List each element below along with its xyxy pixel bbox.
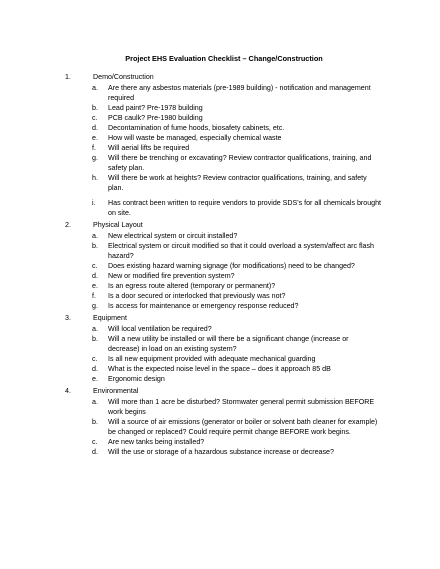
section-heading	[54, 220, 382, 230]
item-text: Are there any asbestos materials (pre-1989 building) - notification and management required	[108, 84, 371, 102]
list-item	[54, 437, 382, 447]
list-item	[54, 103, 382, 113]
checklist-section	[54, 386, 382, 457]
item-letter: e.	[92, 282, 98, 290]
section-number: 1.	[65, 73, 71, 81]
item-letter: d.	[92, 124, 98, 132]
list-item	[54, 153, 382, 173]
checklist-section	[54, 220, 382, 311]
item-letter: b.	[92, 418, 98, 426]
list-item	[54, 133, 382, 143]
item-letter: a.	[92, 398, 98, 406]
list-item	[54, 271, 382, 281]
section-items	[54, 231, 382, 311]
section-heading	[54, 386, 382, 396]
item-text: Will aerial lifts be required	[108, 144, 190, 152]
list-item	[54, 354, 382, 364]
item-text: Is access for maintenance or emergency response reduced?	[108, 302, 299, 310]
list-item	[54, 374, 382, 384]
list-item	[54, 198, 382, 218]
item-text: Decontamination of fume hoods, biosafety cabinets, etc.	[108, 124, 285, 132]
item-text: Will local ventilation be required?	[108, 325, 212, 333]
item-letter: b.	[92, 104, 98, 112]
item-letter: i.	[92, 199, 96, 207]
item-letter: g.	[92, 154, 98, 162]
section-heading	[54, 72, 382, 82]
item-letter: c.	[92, 438, 98, 446]
item-letter: f.	[92, 292, 96, 300]
item-text: New electrical system or circuit installed?	[108, 232, 238, 240]
item-letter: c.	[92, 114, 98, 122]
item-letter: d.	[92, 365, 98, 373]
list-item	[54, 83, 382, 103]
item-text: Does existing hazard warning signage (for modifications) need to be changed?	[108, 262, 355, 270]
section-number: 4.	[65, 387, 71, 395]
item-letter: e.	[92, 375, 98, 383]
item-text: Will there be trenching or excavating? Review contractor qualifications, training, and safety plan.	[108, 154, 372, 172]
list-item	[54, 291, 382, 301]
section-items	[54, 324, 382, 384]
item-letter: a.	[92, 84, 98, 92]
section-number: 3.	[65, 314, 71, 322]
section-items	[54, 83, 382, 218]
list-item	[54, 241, 382, 261]
section-title: Physical Layout	[93, 221, 143, 229]
section-number: 2.	[65, 221, 71, 229]
item-text: Has contract been written to require vendors to provide SDS's for all chemicals brought on site.	[108, 199, 382, 217]
item-text: Lead paint? Pre-1978 building	[108, 104, 203, 112]
checklist	[54, 72, 382, 457]
item-text: Ergonomic design	[108, 375, 165, 383]
item-text: New or modified fire prevention system?	[108, 272, 235, 280]
item-text: Will more than 1 acre be disturbed? Stormwater general permit submission BEFORE work begins	[108, 398, 375, 416]
item-letter: a.	[92, 325, 98, 333]
checklist-section	[54, 313, 382, 384]
item-text: Is an egress route altered (temporary or permanent)?	[108, 282, 276, 290]
list-item	[54, 324, 382, 334]
item-text: Will a source of air emissions (generator or boiler or solvent bath cleaner for example) be changed or replaced? Could require permit change BEFORE work begins.	[108, 418, 378, 436]
section-title: Equipment	[93, 314, 127, 322]
item-text: Will a new utility be installed or will there be a significant change (increase or decrease) in load on an existing system?	[108, 335, 349, 353]
item-letter: a.	[92, 232, 98, 240]
list-item	[54, 334, 382, 354]
item-letter: b.	[92, 335, 98, 343]
section-title: Environmental	[93, 387, 139, 395]
list-item	[54, 113, 382, 123]
section-title: Demo/Construction	[93, 73, 154, 81]
item-text: Electrical system or circuit modified so that it could overload a system/affect arc flash hazard?	[108, 242, 374, 260]
item-letter: h.	[92, 174, 98, 182]
item-text: What is the expected noise level in the space – does it approach 85 dB	[108, 365, 331, 373]
item-text: Will the use or storage of a hazardous substance increase or decrease?	[108, 448, 334, 456]
list-item	[54, 261, 382, 271]
document-title: Project EHS Evaluation Checklist – Change/Construction	[125, 54, 323, 63]
item-letter: g.	[92, 302, 98, 310]
list-item	[54, 301, 382, 311]
item-text: Is all new equipment provided with adequate mechanical guarding	[108, 355, 316, 363]
section-items	[54, 397, 382, 457]
item-text: Is a door secured or interlocked that previously was not?	[108, 292, 286, 300]
list-item	[54, 364, 382, 374]
item-letter: f.	[92, 144, 96, 152]
list-item	[54, 417, 382, 437]
list-item	[54, 397, 382, 417]
item-letter: d.	[92, 448, 98, 456]
item-text: PCB caulk? Pre-1980 building	[108, 114, 203, 122]
item-letter: d.	[92, 272, 98, 280]
list-item	[54, 231, 382, 241]
item-letter: b.	[92, 242, 98, 250]
item-text: Are new tanks being installed?	[108, 438, 205, 446]
list-item	[54, 281, 382, 291]
item-letter: e.	[92, 134, 98, 142]
item-text: Will there be work at heights? Review contractor qualifications, training, and safety plan.	[108, 174, 367, 192]
list-item	[54, 173, 382, 193]
list-item	[54, 143, 382, 153]
item-letter: c.	[92, 355, 98, 363]
section-heading	[54, 313, 382, 323]
item-text: How will waste be managed, especially chemical waste	[108, 134, 282, 142]
list-item	[54, 123, 382, 133]
list-item	[54, 447, 382, 457]
checklist-section	[54, 72, 382, 218]
item-letter: c.	[92, 262, 98, 270]
